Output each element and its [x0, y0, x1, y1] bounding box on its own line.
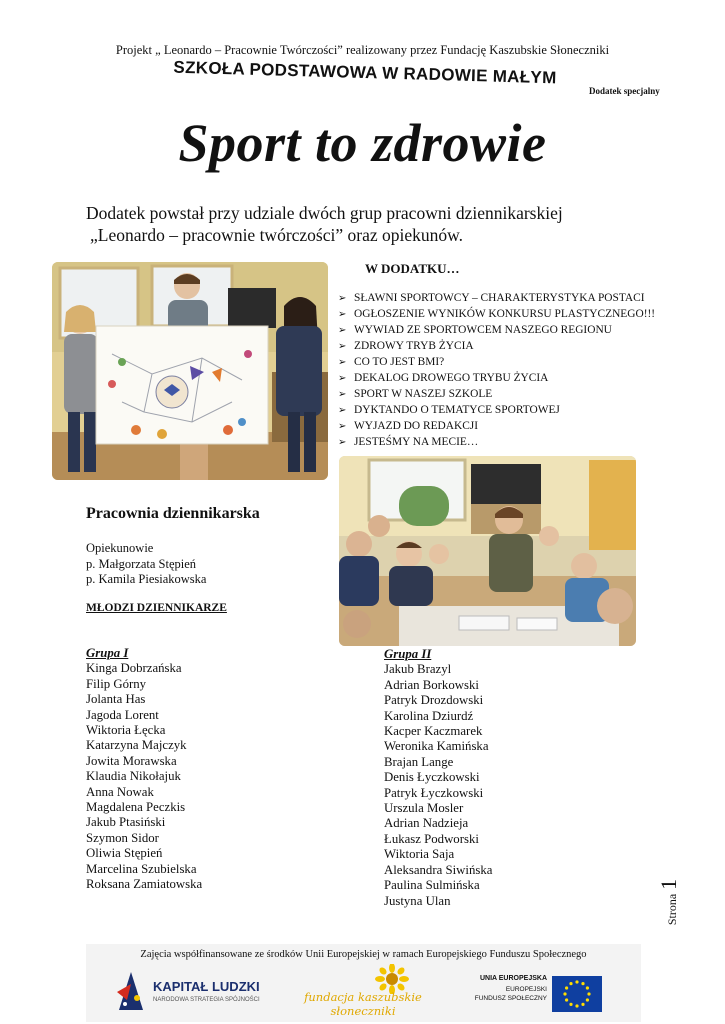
- supervisor-name: p. Kamila Piesiakowska: [86, 572, 207, 586]
- footer-funding-text: Zajęcia współfinansowane ze środków Unii Europejskiej w ramach Europejskiego Funduszu Społecznego: [140, 949, 587, 960]
- insert-item: [338, 322, 655, 338]
- member-name: Oliwia Stępień: [86, 846, 163, 861]
- insert-item-label: SPORT W NASZEJ SZKOLE: [354, 388, 493, 400]
- member-name: Klaudia Nikołajuk: [86, 769, 181, 784]
- eu-flag-icon: [552, 976, 602, 1012]
- member-name: Magdalena Peczkis: [86, 800, 186, 815]
- member-name: Wiktoria Łęcka: [86, 723, 166, 738]
- member-name: Adrian Nadzieja: [384, 816, 469, 831]
- member-name: Aleksandra Siwińska: [384, 862, 493, 877]
- group-one-list: [86, 646, 202, 893]
- supervisors-block: [86, 541, 206, 588]
- member-name: Łukasz Podworski: [384, 831, 479, 846]
- group-two-list: [384, 647, 492, 909]
- kapital-ludzki-logo: [113, 970, 263, 1014]
- insert-list: [338, 290, 655, 450]
- arrow-bullet-icon: ➢: [338, 309, 347, 320]
- fundacja-logo: [288, 964, 438, 1018]
- member-name: Katarzyna Majczyk: [86, 738, 187, 753]
- insert-item-label: DYKTANDO O TEMATYCE SPORTOWEJ: [354, 404, 560, 416]
- group-title: Grupa I: [86, 646, 129, 660]
- member-name: Roksana Zamiatowska: [86, 877, 203, 892]
- fundacja-name: fundacja kaszubskie słoneczniki: [304, 990, 422, 1018]
- eu-fund-line: EUROPEJSKI: [505, 986, 547, 993]
- member-name: Karolina Dziurdź: [384, 708, 474, 723]
- arrow-bullet-icon: ➢: [338, 341, 347, 352]
- students-poster-illustration: [52, 262, 328, 480]
- intro-paragraph: [86, 202, 606, 246]
- insert-item-label: WYWIAD ZE SPORTOWCEM NASZEGO REGIONU: [354, 324, 612, 336]
- page-title: Sport to zdrowie: [178, 113, 547, 173]
- young-journalists-heading: MŁODZI DZIENNIKARZE: [86, 602, 227, 614]
- member-name: Kacper Kaczmarek: [384, 724, 483, 739]
- workshop-heading: Pracownia dziennikarska: [86, 505, 260, 522]
- page-number: [656, 878, 720, 926]
- member-name: Urszula Mosler: [384, 801, 464, 816]
- insert-item-label: OGŁOSZENIE WYNIKÓW KONKURSU PLASTYCZNEGO!!!: [354, 308, 656, 320]
- insert-item-label: DEKALOG DROWEGO TRYBU ŻYCIA: [354, 372, 549, 384]
- insert-item-label: WYJAZD DO REDAKCJI: [354, 420, 479, 432]
- arrow-bullet-icon: ➢: [338, 293, 347, 304]
- eu-fund-line: FUNDUSZ SPOŁECZNY: [474, 995, 547, 1002]
- students-poster-photo: [52, 262, 328, 480]
- insert-item-label: SŁAWNI SPORTOWCY – CHARAKTERYSTYKA POSTACI: [354, 292, 645, 304]
- arrow-bullet-icon: ➢: [338, 437, 347, 448]
- insert-item: [338, 290, 655, 306]
- member-name: Kinga Dobrzańska: [86, 661, 182, 676]
- supervisor-name: p. Małgorzata Stępień: [86, 556, 197, 571]
- member-name: Szymon Sidor: [86, 830, 159, 845]
- arrow-bullet-icon: ➢: [338, 389, 347, 400]
- member-name: Marcelina Szubielska: [86, 861, 197, 876]
- school-name: SZKOŁA PODSTAWOWA W RADOWIE MAŁYM: [173, 57, 557, 88]
- insert-heading: W DODATKU…: [365, 261, 460, 276]
- insert-item-label: ZDROWY TRYB ŻYCIA: [354, 340, 474, 352]
- eu-name: UNIA EUROPEJSKA: [479, 975, 547, 982]
- member-name: Weronika Kamińska: [384, 739, 489, 754]
- member-name: Jakub Ptasiński: [86, 815, 166, 830]
- arrow-bullet-icon: ➢: [338, 373, 347, 384]
- member-name: Patryk Drozdowski: [384, 693, 484, 708]
- kapital-ludzki-emblem-icon: [113, 970, 149, 1014]
- supervisors-label: Opiekunowie: [86, 541, 154, 555]
- member-name: Wiktoria Saja: [384, 847, 455, 862]
- arrow-bullet-icon: ➢: [338, 357, 347, 368]
- member-name: Brajan Lange: [384, 754, 454, 769]
- insert-item: [338, 338, 655, 354]
- kapital-ludzki-name: KAPITAŁ LUDZKI: [153, 979, 260, 994]
- arrow-bullet-icon: ➢: [338, 325, 347, 336]
- member-name: Adrian Borkowski: [384, 677, 479, 692]
- member-name: Filip Górny: [86, 676, 147, 691]
- insert-item: [338, 306, 655, 322]
- member-name: Justyna Ulan: [384, 893, 451, 908]
- member-name: Denis Łyczkowski: [384, 770, 480, 785]
- intro-line: Dodatek powstał przy udziale dwóch grup pracowni dziennikarskiej: [86, 203, 563, 223]
- member-name: Jakub Brazyl: [384, 662, 452, 677]
- member-name: Jagoda Lorent: [86, 707, 159, 722]
- page-label: Strona: [665, 893, 679, 926]
- intro-line: „Leonardo – pracownie twórczości” oraz opiekunów.: [90, 225, 464, 245]
- insert-item-label: JESTEŚMY NA MECIE…: [354, 436, 479, 448]
- member-name: Patryk Łyczkowski: [384, 785, 484, 800]
- insert-item: [338, 354, 655, 370]
- insert-item: [338, 418, 655, 434]
- group-title: Grupa II: [384, 647, 432, 661]
- member-name: Jolanta Has: [86, 692, 146, 707]
- insert-item: [338, 402, 655, 418]
- supplement-tag: Dodatek specjalny: [589, 86, 660, 96]
- member-name: Jowita Morawska: [86, 753, 177, 768]
- classroom-photo: [339, 456, 636, 646]
- member-name: Paulina Sulmińska: [384, 878, 480, 893]
- project-line: Projekt „ Leonardo – Pracownie Twórczości” realizowany przez Fundację Kaszubskie Słoneczniki: [115, 43, 610, 57]
- classroom-illustration: [339, 456, 636, 646]
- eu-logo: [463, 974, 603, 1014]
- insert-item: [338, 370, 655, 386]
- member-name: Anna Nowak: [86, 784, 154, 799]
- insert-item: [338, 434, 655, 450]
- page-number-value: 1: [656, 878, 681, 890]
- arrow-bullet-icon: ➢: [338, 405, 347, 416]
- kapital-ludzki-subtitle: NARODOWA STRATEGIA SPÓJNOŚCI: [153, 997, 260, 1003]
- insert-item: [338, 386, 655, 402]
- insert-item-label: CO TO JEST BMI?: [354, 356, 445, 368]
- arrow-bullet-icon: ➢: [338, 421, 347, 432]
